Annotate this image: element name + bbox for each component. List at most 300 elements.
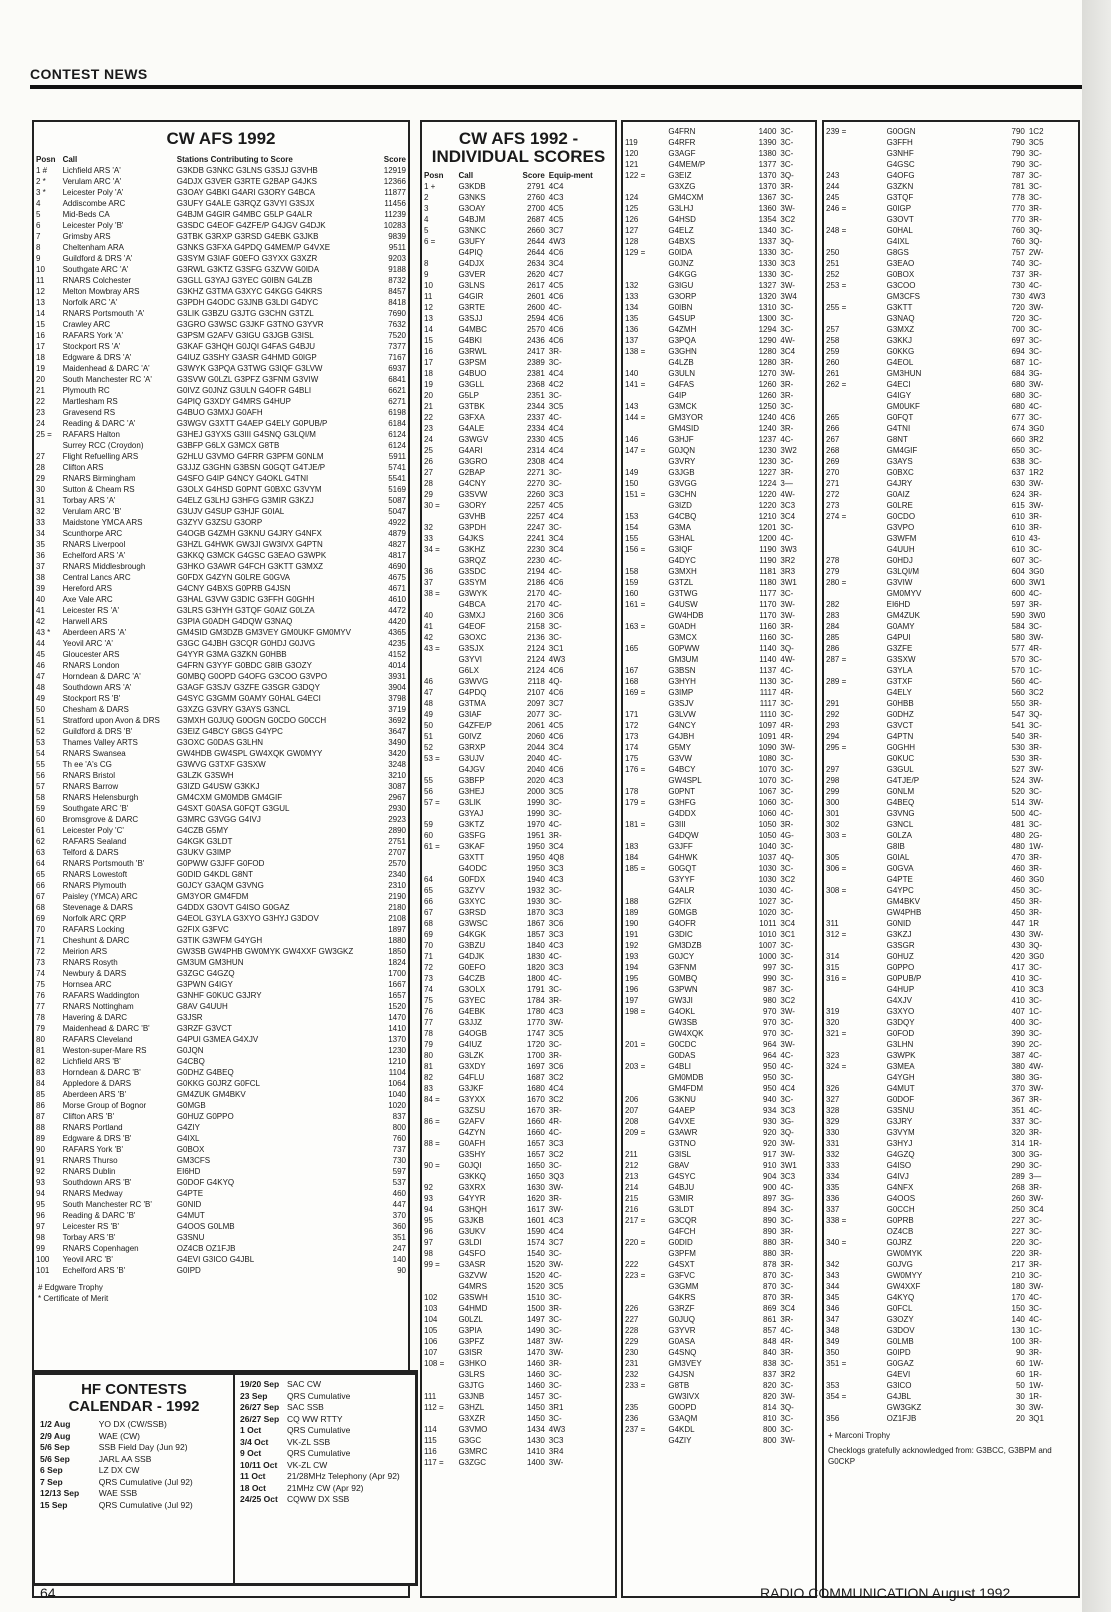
ind-row	[422, 973, 615, 984]
afs-row	[34, 737, 408, 748]
afs-position: 23	[36, 408, 45, 417]
ind-equipment: 3R-	[780, 182, 794, 191]
ind-position: 298	[826, 776, 840, 785]
ind-equipment: 3Q1	[1028, 1414, 1044, 1423]
afs-stations: G3GC G4JBH G3CQR G0HDJ G0JVG	[176, 639, 316, 648]
ind-position: 171	[625, 710, 639, 719]
afs-row	[34, 220, 408, 231]
ind-position: 112 =	[424, 1403, 444, 1412]
ind-row	[623, 621, 815, 632]
ind-equipment: 3R-	[548, 1359, 562, 1368]
ind-score: 2600	[526, 303, 545, 312]
ind-call: G0OPD	[668, 1403, 697, 1412]
afs-position: 46	[36, 661, 45, 670]
ind-row	[623, 1149, 815, 1160]
ind-row	[422, 489, 615, 500]
ind-score: 1490	[526, 1326, 545, 1335]
ind-row	[422, 709, 615, 720]
afs-score: 247	[392, 1244, 406, 1253]
ind-score: 638	[1011, 457, 1025, 466]
ind-call: G0PPO	[886, 963, 915, 972]
page-number: 64	[40, 1585, 56, 1601]
ind-equipment: 4C-	[548, 413, 562, 422]
ind-equipment: 3C7	[548, 226, 564, 235]
ind-score: 2194	[526, 567, 545, 576]
ind-score: 604	[1011, 567, 1025, 576]
ind-row	[824, 1402, 1078, 1413]
ind-equipment: 3C-	[548, 886, 562, 895]
ind-row	[824, 159, 1078, 170]
ind-score: 480	[1011, 831, 1025, 840]
footnote-trophy: # Edgware Trophy	[38, 1283, 103, 1292]
ind-equipment: 3C-	[548, 391, 562, 400]
ind-score: 1070	[758, 776, 777, 785]
ind-equipment: 4W3	[548, 655, 566, 664]
ind-score: 410	[1011, 996, 1025, 1005]
afs-row	[34, 1056, 408, 1067]
ind-header-score: Score	[522, 171, 545, 180]
ind-equipment: 3C-	[780, 864, 794, 873]
afs-row	[34, 616, 408, 627]
ind-position: 188	[625, 897, 639, 906]
afs-stations: G4OGB G4ZMH G3KNU G4JRY G4NFX	[176, 529, 322, 538]
ind-call: G3VER	[458, 270, 486, 279]
ind-equipment: 3C-	[1028, 545, 1042, 554]
ind-call: G3KAF	[458, 842, 485, 851]
ind-call: G3YLA	[886, 666, 913, 675]
ind-call: G0GHH	[886, 743, 916, 752]
ind-position: 6 =	[424, 237, 436, 246]
ind-equipment: 3C-	[1028, 622, 1042, 631]
afs-club: RAFARS York 'B'	[62, 1145, 123, 1154]
afs-stations: G4KGK G3LDT	[176, 837, 233, 846]
afs-score: 3490	[388, 738, 406, 747]
ind-position: 353	[826, 1381, 840, 1390]
ind-call: G0LZL	[458, 1315, 483, 1324]
ind-equipment: 3C-	[548, 1315, 562, 1324]
ind-row	[422, 698, 615, 709]
ind-position: 13	[424, 314, 433, 323]
ind-score: 1680	[526, 1084, 545, 1093]
ind-equipment: 4C6	[548, 732, 564, 741]
ind-position: 251	[826, 259, 840, 268]
ind-score: 1370	[758, 182, 777, 191]
ind-call: G0HBB	[886, 699, 914, 708]
ind-score: 2044	[526, 743, 545, 752]
afs-club: Norfolk ARC QRP	[62, 914, 127, 923]
ind-equipment: 3C4	[780, 1304, 796, 1313]
afs-row	[34, 572, 408, 583]
ind-equipment: 3Q3	[548, 1172, 564, 1181]
afs-row	[34, 374, 408, 385]
ind-position: 181 =	[625, 820, 646, 829]
ind-equipment: 3C-	[1028, 182, 1042, 191]
ind-equipment: 3C-	[1028, 1238, 1042, 1247]
ind-score: 1657	[526, 1139, 545, 1148]
ind-call: G4FRN	[668, 127, 696, 136]
ind-call: G3SGR	[886, 941, 915, 950]
ind-equipment: 3C-	[1028, 1117, 1042, 1126]
ind-score: 2170	[526, 600, 545, 609]
ind-row	[824, 1028, 1078, 1039]
ind-score: 1294	[758, 325, 777, 334]
ind-row	[824, 214, 1078, 225]
calendar-date: 26/27 Sep	[240, 1402, 280, 1412]
ind-equipment: 3C-	[1028, 336, 1042, 345]
afs-stations: G0MGB	[176, 1101, 206, 1110]
ind-score: 1457	[526, 1392, 545, 1401]
afs-club: Maidenhead & DARC 'B'	[62, 1024, 150, 1033]
ind-equipment: 3C-	[780, 314, 794, 323]
ind-position: 61 =	[424, 842, 440, 851]
ind-position	[623, 1028, 666, 1039]
ind-row	[623, 236, 815, 247]
ind-score: 2617	[526, 281, 545, 290]
afs-position: 49	[36, 694, 45, 703]
ind-call: G4DYC	[668, 556, 696, 565]
ind-row	[422, 962, 615, 973]
ind-equipment: 4R-	[780, 721, 794, 730]
afs-row	[34, 440, 408, 451]
afs-row	[34, 748, 408, 759]
ind-call: G4BLI	[668, 1062, 692, 1071]
afs-score: 12366	[383, 177, 406, 186]
afs-stations: G4DDX G3OVT G4ISO G0GAZ	[176, 903, 290, 912]
ind-score: 1617	[526, 1205, 545, 1214]
ind-header-call: Call	[458, 171, 474, 180]
ind-equipment: 3W-	[780, 1007, 795, 1016]
afs-row	[34, 1111, 408, 1122]
ind-position	[422, 1149, 456, 1160]
ind-position: 239 =	[826, 127, 847, 136]
ind-row	[824, 401, 1078, 412]
ind-position: 22	[424, 413, 433, 422]
ind-equipment: 4C6	[548, 336, 564, 345]
ind-score: 890	[763, 1227, 777, 1236]
afs-row	[34, 1034, 408, 1045]
ind-score: 2308	[526, 457, 545, 466]
ind-position: 340 =	[826, 1238, 847, 1247]
ind-row	[623, 951, 815, 962]
ind-row	[824, 621, 1078, 632]
ind-row	[824, 192, 1078, 203]
afs-club: Clifton ARS 'B'	[62, 1112, 115, 1121]
ind-position: 179 =	[625, 798, 646, 807]
ind-call: G3MA	[668, 523, 692, 532]
ind-equipment: 3C-	[780, 193, 794, 202]
afs-stations: G3IZD G4USW G3KKJ	[176, 782, 260, 791]
ind-call: G4BJM	[458, 215, 486, 224]
ind-position: 266	[826, 424, 840, 433]
ind-call: EI6HD	[886, 600, 911, 609]
ind-equipment: 3R-	[548, 1304, 562, 1313]
ind-equipment: 3C-	[1028, 1271, 1042, 1280]
ind-call: G3XTT	[458, 853, 485, 862]
ind-row	[422, 819, 615, 830]
ind-call: G3AWR	[668, 1128, 698, 1137]
afs-club: Echelford ARS 'A'	[62, 551, 126, 560]
ind-position: 3	[424, 204, 429, 213]
ind-call: G4JGV	[458, 765, 485, 774]
ind-row	[824, 225, 1078, 236]
ind-call: G3ZKN	[886, 182, 914, 191]
afs-position: 64	[36, 859, 45, 868]
ind-position: 10	[424, 281, 433, 290]
ind-equipment: 3W3	[780, 545, 797, 554]
ind-equipment: 3R-	[1028, 864, 1042, 873]
ind-position: 111	[424, 1392, 437, 1401]
ind-call: G4USW	[668, 600, 698, 609]
afs-row	[34, 1166, 408, 1177]
ind-equipment: 3C-	[548, 468, 562, 477]
ind-position: 323	[826, 1051, 840, 1060]
ind-row	[422, 720, 615, 731]
ind-row	[824, 808, 1078, 819]
afs-position: 35	[36, 540, 45, 549]
ind-score: 1520	[526, 1271, 545, 1280]
afs-club: Torbay ARS 'A'	[62, 496, 116, 505]
afs-score: 3931	[388, 672, 406, 681]
afs-club: Scunthorpe ARC	[62, 529, 123, 538]
ind-call: G5MY	[668, 743, 692, 752]
ind-equipment: 4W3	[548, 1425, 566, 1434]
ind-position	[422, 555, 456, 566]
afs-row	[34, 858, 408, 869]
afs-stations: G0DOF G4KYQ	[176, 1178, 235, 1187]
ind-call: GM4BKV	[886, 897, 920, 906]
ind-score: 848	[763, 1337, 777, 1346]
ind-call: G2AFV	[458, 1117, 485, 1126]
afs-club: RNARS Colchester	[62, 276, 132, 285]
ind-row	[824, 368, 1078, 379]
ind-row	[422, 500, 615, 511]
ind-position: 212	[625, 1161, 639, 1170]
individual-scores-panel	[420, 120, 617, 1598]
ind-position: 1 +	[424, 182, 436, 191]
ind-row	[422, 445, 615, 456]
calendar-contest: QRS Cumulative	[287, 1448, 351, 1458]
ind-position: 159	[625, 578, 639, 587]
afs-stations: G2HLU G3VMO G4FRR G3PFM G0NLM	[176, 452, 324, 461]
ind-call: G4DQW	[668, 831, 699, 840]
ind-score: 370	[1011, 1084, 1025, 1093]
afs-stations: G4MUT	[176, 1211, 205, 1220]
afs-position: 52	[36, 727, 45, 736]
ind-equipment: 3G0	[1028, 567, 1044, 576]
ind-table-col3	[824, 126, 1078, 1424]
ind-row	[623, 247, 815, 258]
afs-club: Hereford ARS	[62, 584, 112, 593]
ind-row	[623, 874, 815, 885]
ind-position: 9	[424, 270, 429, 279]
ind-row	[422, 192, 615, 203]
ind-position: 126	[625, 215, 639, 224]
ind-score: 2107	[526, 688, 545, 697]
afs-score: 7690	[388, 309, 406, 318]
afs-club: RAFARS Sealand	[62, 837, 127, 846]
afs-position: 9	[36, 254, 41, 263]
ind-equipment: 4C-	[548, 1128, 562, 1137]
ind-position	[824, 1039, 885, 1050]
afs-row	[34, 693, 408, 704]
ind-position: 52	[424, 743, 433, 752]
afs-position: 66	[36, 881, 45, 890]
ind-score: 2791	[526, 182, 545, 191]
ind-position	[824, 390, 885, 401]
afs-score: 1104	[388, 1068, 406, 1077]
afs-club: Torbay ARS 'B'	[62, 1233, 116, 1242]
ind-score: 1400	[758, 127, 777, 136]
afs-row	[34, 990, 408, 1001]
afs-score: 1230	[388, 1046, 406, 1055]
ind-score: 950	[763, 1062, 777, 1071]
ind-position: 158	[625, 567, 639, 576]
ind-score: 1320	[758, 292, 777, 301]
calendar-date: 19/20 Sep	[240, 1379, 280, 1389]
afs-position: 20	[36, 375, 45, 384]
afs-stations: GM3YOR GM4FDM	[176, 892, 249, 901]
afs-stations: G4PUI G3MEA G4XJV	[176, 1035, 259, 1044]
ind-equipment: 4C7	[548, 270, 564, 279]
afs-footnotes	[34, 1276, 408, 1310]
ind-position: 134	[625, 303, 639, 312]
ind-call: G4GZQ	[886, 1150, 915, 1159]
ind-equipment: 3C-	[1028, 1216, 1042, 1225]
ind-score: 1020	[758, 908, 777, 917]
ind-position: 5	[424, 226, 429, 235]
ind-row	[623, 995, 815, 1006]
afs-score: 5169	[388, 485, 406, 494]
afs-position: 1 #	[36, 166, 48, 175]
ind-equipment: 3C4	[780, 919, 796, 928]
ind-row	[623, 423, 815, 434]
ind-score: 1540	[526, 1249, 545, 1258]
ind-score: 1400	[526, 1458, 545, 1467]
ind-equipment: 3W-	[780, 1392, 795, 1401]
ind-equipment: 3C-	[1028, 996, 1042, 1005]
calendar-row	[238, 1425, 412, 1437]
ind-score: 790	[1011, 149, 1025, 158]
ind-score: 2700	[526, 204, 545, 213]
afs-position: 33	[36, 518, 45, 527]
ind-equipment: 3C-	[548, 1293, 562, 1302]
afs-position: 72	[36, 947, 45, 956]
ind-row	[422, 665, 615, 676]
ind-score: 1027	[758, 897, 777, 906]
ind-call: G4ALR	[668, 886, 695, 895]
afs-row	[34, 1122, 408, 1133]
ind-score: 450	[1011, 897, 1025, 906]
ind-call: G3ULN	[668, 369, 696, 378]
calendar-contest: JARL AA SSB	[98, 1453, 152, 1464]
ind-position: 36	[424, 567, 433, 576]
ind-position	[824, 291, 885, 302]
ind-row	[422, 731, 615, 742]
ind-row	[422, 1006, 615, 1017]
ind-score: 1450	[526, 1414, 545, 1423]
afs-club: Chesham & DARS	[62, 705, 129, 714]
ind-call: G3HJF	[668, 435, 694, 444]
ind-call: G3SJJ	[458, 314, 483, 323]
afs-row	[34, 330, 408, 341]
afs-position: 28	[36, 463, 45, 472]
ind-row	[422, 1017, 615, 1028]
ind-row	[824, 588, 1078, 599]
afs-stations: G4FRN G3YYF G0BDC G8IB G3OZY	[176, 661, 312, 670]
ind-position	[623, 555, 666, 566]
calendar-contest: SAC SSB	[287, 1402, 324, 1412]
ind-score: 524	[1011, 776, 1025, 785]
afs-stations: G3UJV G4SUP G3HJF G0IAL	[176, 507, 285, 516]
ind-equipment: 3W4	[780, 292, 797, 301]
calendar-row	[38, 1442, 230, 1454]
ind-position	[824, 841, 885, 852]
ind-score: 1867	[526, 919, 545, 928]
ind-equipment: 3R-	[1028, 908, 1042, 917]
ind-position: 19	[424, 380, 433, 389]
ind-position: 289 =	[826, 677, 847, 686]
ind-row	[824, 445, 1078, 456]
afs-club: Southgate ARC 'A'	[62, 265, 129, 274]
ind-call: G0AMY	[886, 622, 915, 631]
ind-equipment: 3C-	[1028, 1304, 1042, 1313]
ind-call: G3KHZ	[458, 545, 486, 554]
calendar-contest: WAE SSB	[98, 1488, 138, 1498]
afs-row	[34, 1254, 408, 1265]
ind-call: G3PDH	[458, 523, 487, 532]
ind-position: 348	[826, 1326, 840, 1335]
ind-row	[623, 357, 815, 368]
ind-row	[824, 786, 1078, 797]
ind-equipment: 3C-	[548, 1392, 562, 1401]
ind-position: 47	[424, 688, 433, 697]
afs-stations: G3OXC G0DAS G3LHN	[176, 738, 264, 747]
afs-score: 3798	[388, 694, 406, 703]
ind-row	[422, 1171, 615, 1182]
ind-row	[623, 1237, 815, 1248]
ind-position: 108 =	[424, 1359, 445, 1368]
ind-score: 227	[1011, 1216, 1025, 1225]
ind-score: 560	[1011, 677, 1025, 686]
afs-row	[34, 473, 408, 484]
afs-stations: G3SYM G3IAF G0EFO G3YXX G3XZR	[176, 254, 318, 263]
ind-equipment: 3C-	[780, 1381, 794, 1390]
ind-call: G4FCH	[668, 1227, 696, 1236]
ind-call: G3PQA	[668, 336, 696, 345]
afs-club: Reading & DARC 'A'	[62, 419, 136, 428]
ind-row	[623, 478, 815, 489]
ind-position: 354 =	[826, 1392, 847, 1401]
ind-call: G3TNO	[668, 1139, 696, 1148]
ind-call: G0LRE	[886, 501, 913, 510]
afs-club: Guildford & DRS 'B'	[62, 727, 133, 736]
ind-score: 1670	[526, 1106, 545, 1115]
ind-position: 286	[826, 644, 840, 653]
ind-position: 82	[424, 1073, 433, 1082]
ind-row	[422, 1413, 615, 1424]
ind-call: G4BCY	[668, 765, 696, 774]
afs-club: Morse Group of Bognor	[62, 1101, 147, 1110]
ind-equipment: 3C-	[1028, 413, 1042, 422]
ind-call: G4EOF	[458, 622, 486, 631]
ind-position: 96	[424, 1227, 433, 1236]
ind-score: 1990	[526, 809, 545, 818]
ind-score: 1201	[758, 523, 777, 532]
ind-equipment: 3R3	[780, 567, 796, 576]
ind-equipment: 3C-	[780, 1282, 794, 1291]
ind-equipment: 4C6	[548, 688, 564, 697]
ind-position	[623, 500, 666, 511]
